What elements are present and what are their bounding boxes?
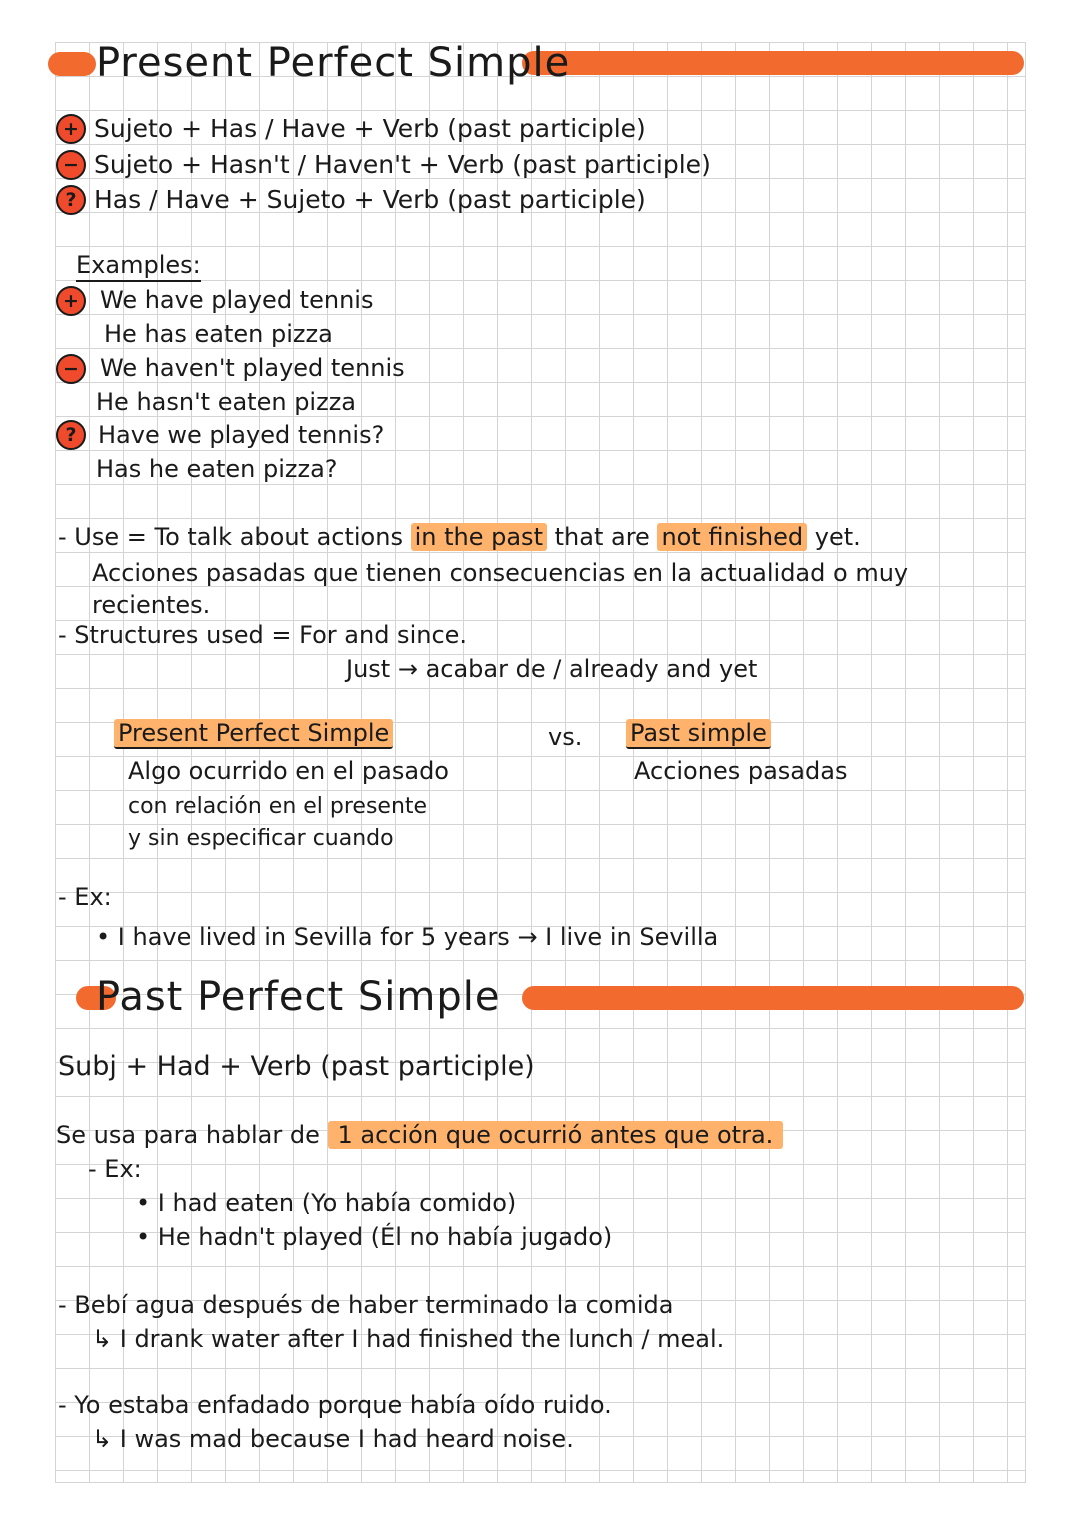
plus-icon: + — [56, 114, 86, 144]
section-title-present-perfect: Present Perfect Simple — [96, 40, 571, 86]
structures-line: - Structures used = For and since. — [58, 621, 468, 649]
use-middle: that are — [554, 523, 650, 551]
past-example-2: • He hadn't played (Él no había jugado) — [136, 1223, 613, 1251]
use-suffix: yet. — [814, 523, 861, 551]
comparison-left-line-3: y sin especificar cuando — [128, 826, 394, 851]
use-spanish-line: Acciones pasadas que tienen consecuencias en la actualidad o muy — [92, 559, 909, 587]
bullet-icon: • — [136, 1189, 158, 1217]
ex-label-2: - Ex: — [88, 1155, 142, 1183]
minus-icon: − — [56, 150, 86, 180]
comparison-right-line-1: Acciones pasadas — [634, 757, 848, 785]
past-example-1: • I had eaten (Yo había comido) — [136, 1189, 517, 1217]
example-sentence: • I have lived in Sevilla for 5 years → I live in Sevilla — [96, 923, 719, 951]
question-icon: ? — [56, 420, 86, 450]
use-prefix: - Use = To talk about actions — [58, 523, 403, 551]
question-icon: ? — [56, 185, 86, 215]
example-affirmative-1: We have played tennis — [100, 286, 374, 314]
bullet-icon: • — [136, 1223, 158, 1251]
minus-icon: − — [56, 354, 86, 384]
example-question-1: Have we played tennis? — [98, 421, 385, 449]
sentence-1-english: ↳ I drank water after I had finished the lunch / meal. — [92, 1325, 725, 1353]
ex-label: - Ex: — [58, 883, 112, 911]
highlight-in-the-past: in the past — [411, 523, 547, 551]
usage-line — [56, 1120, 783, 1150]
sentence-2-spanish: - Yo estaba enfadado porque había oído ruido. — [58, 1391, 612, 1419]
title-bar-right — [522, 51, 1024, 75]
usage-prefix: Se usa para hablar de — [56, 1121, 320, 1149]
highlight-not-finished: not finished — [657, 523, 807, 551]
comparison-right-title: Past simple — [626, 718, 771, 748]
section-title-past-perfect: Past Perfect Simple — [96, 974, 501, 1020]
sentence-1-spanish: - Bebí agua después de haber terminado la comida — [58, 1291, 674, 1319]
bullet-icon: • — [96, 923, 118, 951]
formula-negative: Sujeto + Hasn't / Haven't + Verb (past participle) — [94, 150, 711, 179]
example-negative-1: We haven't played tennis — [100, 354, 405, 382]
use-line — [58, 522, 861, 552]
example-affirmative-2: He has eaten pizza — [104, 320, 333, 348]
comparison-left-line-2: con relación en el presente — [128, 794, 428, 819]
formula-question: Has / Have + Sujeto + Verb (past participle) — [94, 185, 646, 214]
title-bar-right — [522, 986, 1024, 1010]
plus-icon: + — [56, 286, 86, 316]
comparison-vs: vs. — [548, 723, 583, 751]
title-bar-left — [48, 52, 96, 76]
examples-label: Examples: — [76, 250, 201, 282]
comparison-left-line-1: Algo ocurrido en el pasado — [128, 757, 449, 785]
formula-affirmative: Sujeto + Has / Have + Verb (past participle) — [94, 114, 646, 143]
structures-line-2: Just → acabar de / already and yet — [346, 655, 758, 683]
past-perfect-formula: Subj + Had + Verb (past participle) — [58, 1051, 535, 1082]
example-negative-2: He hasn't eaten pizza — [96, 388, 357, 416]
sentence-2-english: ↳ I was mad because I had heard noise. — [92, 1425, 574, 1453]
comparison-left-title: Present Perfect Simple — [114, 718, 393, 748]
use-spanish-line-2: recientes. — [92, 591, 211, 619]
example-question-2: Has he eaten pizza? — [96, 455, 338, 483]
highlight-usage: 1 acción que ocurrió antes que otra. — [328, 1121, 784, 1149]
